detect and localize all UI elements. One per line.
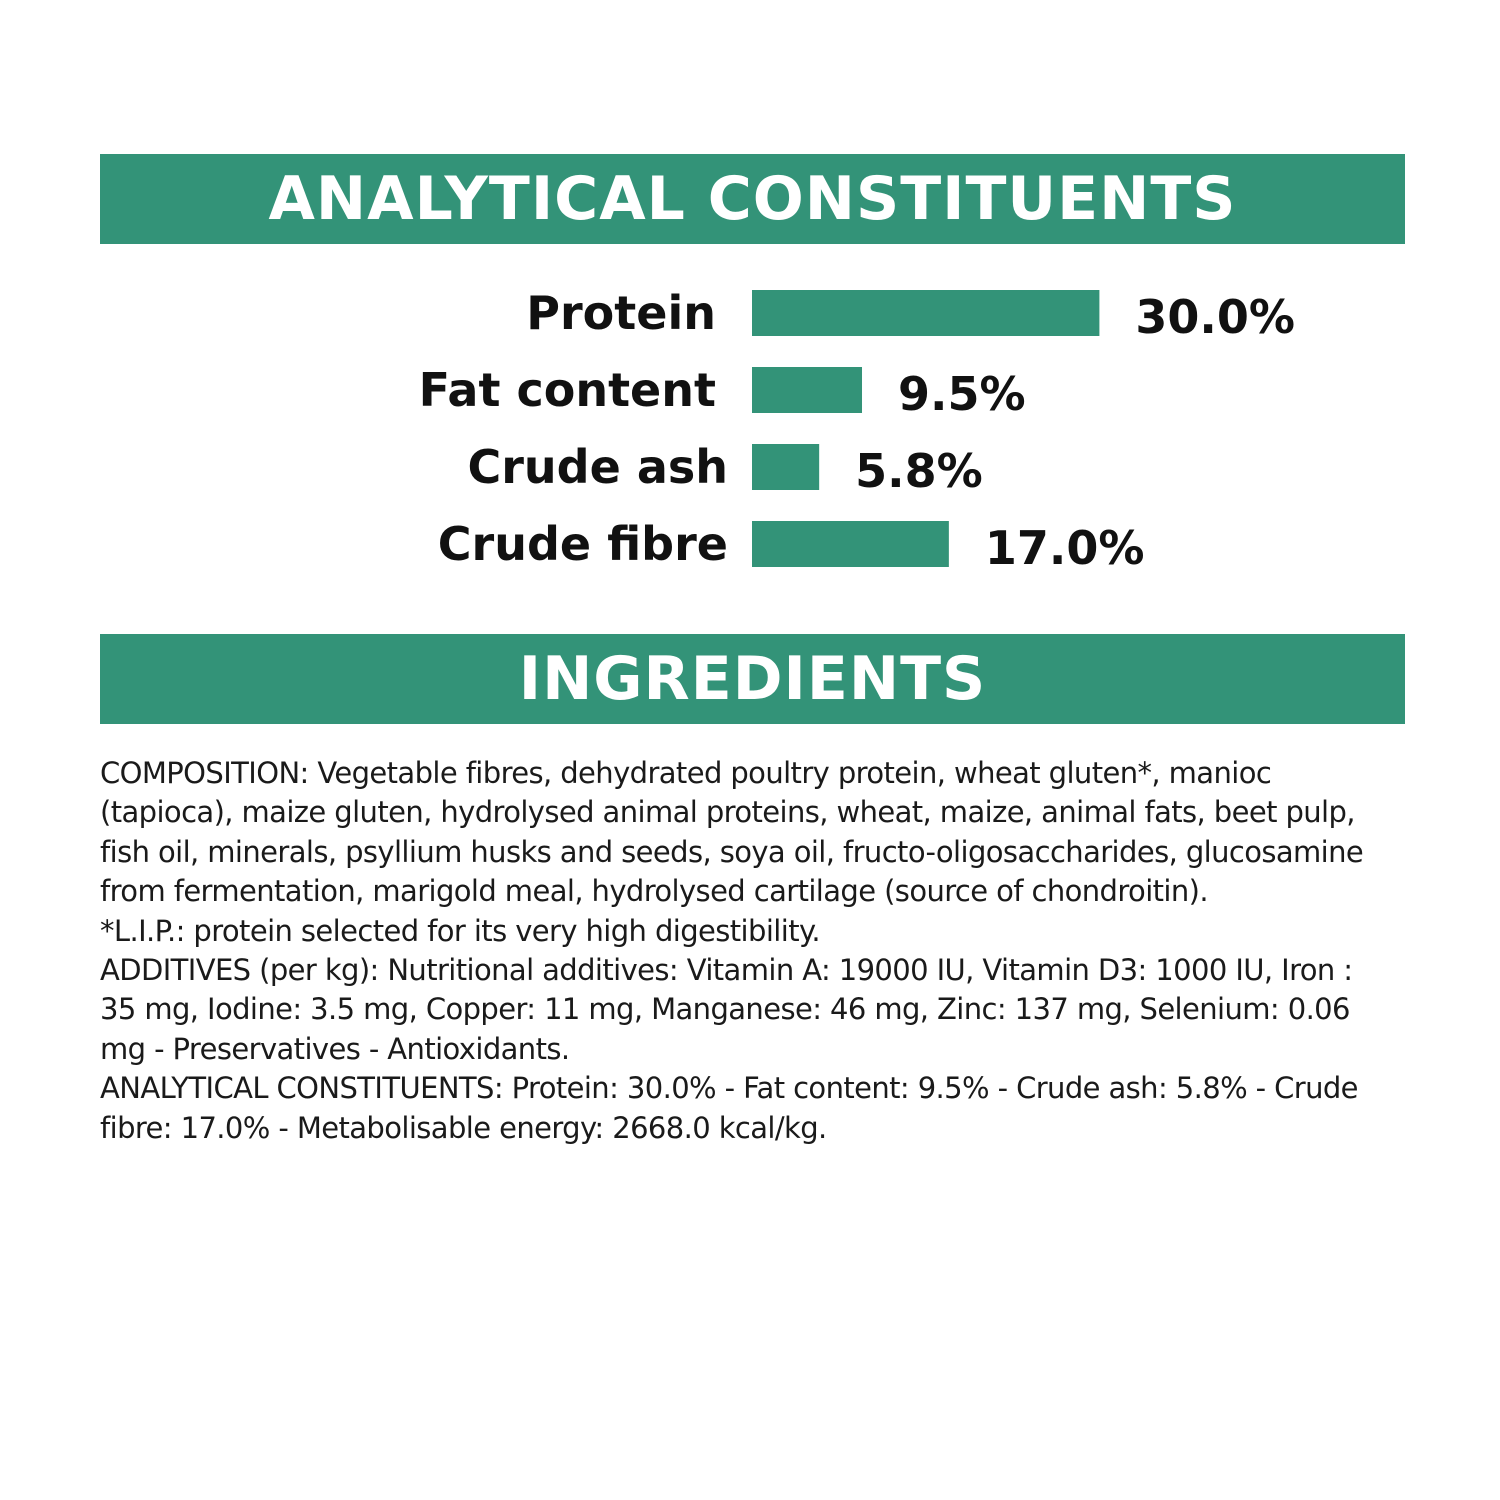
bar-crude-fibre (752, 521, 949, 567)
analytical-constituents-title: ANALYTICAL CONSTITUENTS (268, 164, 1237, 234)
bar-protein (752, 290, 1099, 336)
bar-label-fat-content: Fat content (418, 363, 716, 417)
lip-note-text: *L.I.P.: protein selected for its very high digestibility. (100, 913, 821, 948)
analytical-constituents-text: ANALYTICAL CONSTITUENTS: Protein: 30.0% - Fat content: 9.5% - Crude ash: 5.8% - Crude fibre: 17.0% - Metabolisable energy: 2668.0 kcal/kg. (100, 1071, 1358, 1145)
bar-fat-content (752, 367, 862, 413)
ingredients-banner (100, 634, 1405, 724)
bar-label-crude-fibre: Crude fibre (437, 517, 728, 571)
bar-label-protein: Protein (526, 286, 716, 340)
ingredients-title: INGREDIENTS (518, 644, 987, 714)
composition-text: COMPOSITION: Vegetable fibres, dehydrated poultry protein, wheat gluten*, manioc (tapioca), maize gluten, hydrolysed animal proteins, wheat, maize, animal fats, beet pulp, fish oil, minerals, psyllium husks and seeds, soya oil, fructo-oligosaccharides, glucosamine from fermentation, marigold meal, hydrolysed cartilage (source of chondroitin). (100, 756, 1364, 909)
additives-text: ADDITIVES (per kg): Nutritional additives: Vitamin A: 19000 IU, Vitamin D3: 1000 IU, Iron : 35 mg, Iodine: 3.5 mg, Copper: 11 mg, Manganese: 46 mg, Zinc: 137 mg, Selenium: 0.06 mg - Preservatives - Antioxidants. (100, 953, 1353, 1066)
bar-value-crude-fibre: 17.0% (984, 521, 1145, 575)
bar-value-fat-content: 9.5% (898, 367, 1026, 421)
bar-value-crude-ash: 5.8% (855, 444, 983, 498)
bar-value-protein: 30.0% (1135, 290, 1295, 344)
ingredients-text-block (100, 754, 1370, 1148)
bar-label-crude-ash: Crude ash (467, 440, 728, 494)
bar-crude-ash (752, 444, 819, 490)
